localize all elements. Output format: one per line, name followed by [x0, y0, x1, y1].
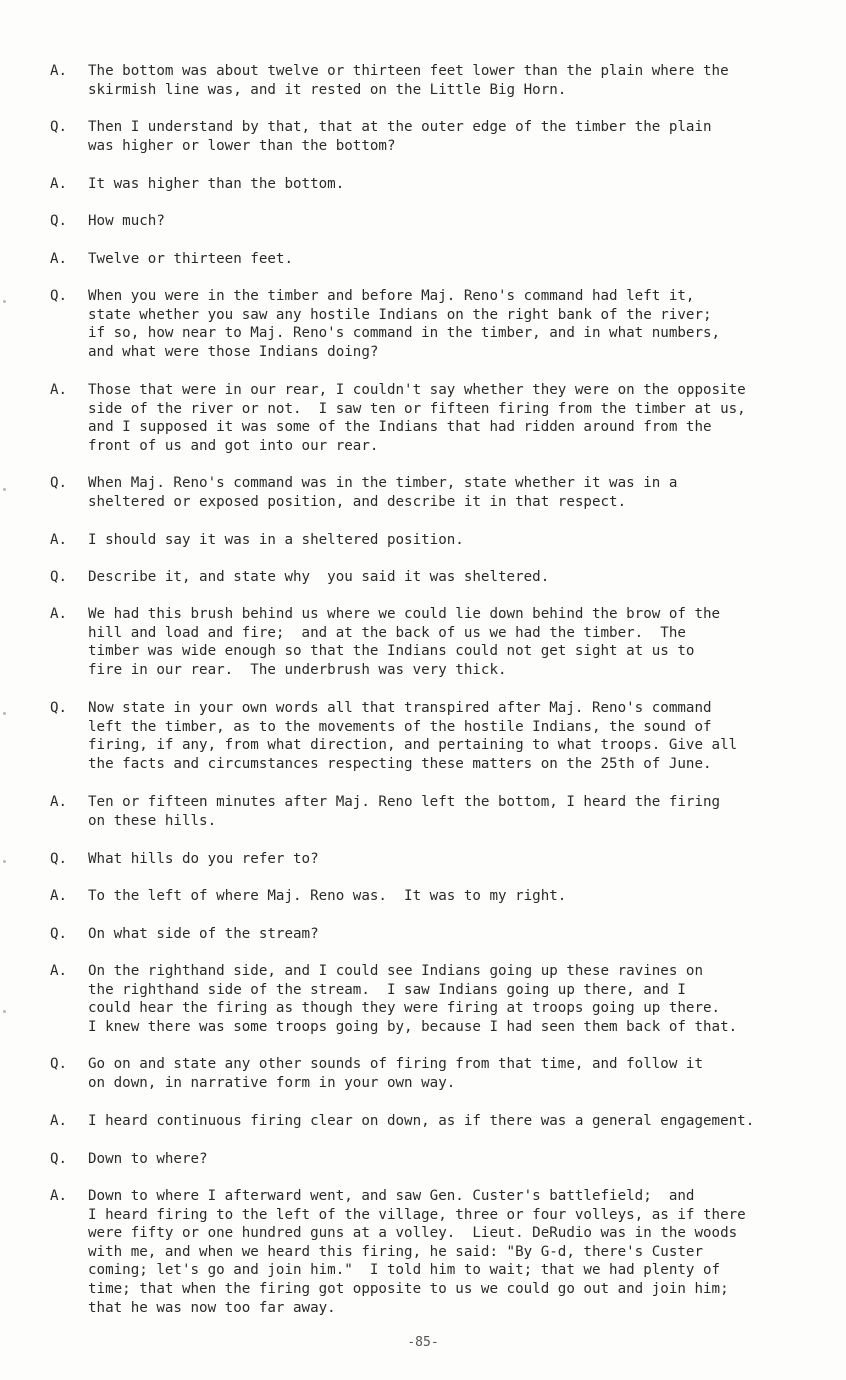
margin-speck	[3, 860, 6, 863]
entry-text	[88, 887, 818, 906]
text-line: Those that were in our rear, I couldn't say whether they were on the opposite	[88, 382, 746, 398]
margin-speck	[3, 488, 6, 491]
speaker-label: A.	[50, 382, 68, 398]
entry-text	[88, 531, 818, 550]
speaker-label: Q.	[50, 569, 68, 585]
entry-text	[88, 605, 818, 679]
text-line: fire in our rear. The underbrush was very thick.	[88, 661, 507, 678]
text-line: When Maj. Reno's command was in the timber, state whether it was in a	[88, 475, 678, 491]
speaker-label: Q.	[50, 1056, 68, 1072]
text-line: I heard firing to the left of the village, three or four volleys, as if there	[88, 1206, 746, 1223]
text-line: the facts and circumstances respecting these matters on the 25th of June.	[88, 755, 712, 772]
speaker-label: A.	[50, 1113, 68, 1129]
text-line: To the left of where Maj. Reno was. It was to my right.	[88, 888, 567, 904]
text-line: coming; let's go and join him." I told him to wait; that we had plenty of	[88, 1262, 721, 1279]
margin-speck	[3, 712, 6, 715]
text-line: front of us and got into our rear.	[88, 437, 379, 454]
speaker-label: Q.	[50, 213, 68, 229]
speaker-label: A.	[50, 251, 68, 267]
text-line: On the righthand side, and I could see Indians going up these ravines on	[88, 963, 703, 979]
text-line: sheltered or exposed position, and describe it in that respect.	[88, 493, 627, 510]
page-number: -85-	[407, 1335, 439, 1350]
text-line: When you were in the timber and before Maj. Reno's command had left it,	[88, 288, 695, 304]
text-line: hill and load and fire; and at the back of us we had the timber. The	[88, 624, 686, 641]
text-line: firing, if any, from what direction, and pertaining to what troops. Give all	[88, 737, 738, 754]
entry-text	[88, 118, 818, 155]
text-line: timber was wide enough so that the Indians could not get sight at us to	[88, 643, 695, 660]
entry-text	[88, 1187, 818, 1317]
entry-text	[88, 212, 818, 231]
text-line: could hear the firing as though they were firing at troops going up there.	[88, 1000, 721, 1017]
entry-text	[88, 287, 818, 361]
speaker-label: A.	[50, 606, 68, 622]
speaker-label: A.	[50, 888, 68, 904]
speaker-label: Q.	[50, 851, 68, 867]
margin-speck	[3, 300, 6, 303]
speaker-label: A.	[50, 794, 68, 810]
text-line: state whether you saw any hostile Indians on the right bank of the river;	[88, 306, 712, 323]
text-line: How much?	[88, 213, 165, 229]
speaker-label: A.	[50, 532, 68, 548]
text-line: and what were those Indians doing?	[88, 343, 379, 360]
text-line: Then I understand by that, that at the outer edge of the timber the plain	[88, 119, 712, 135]
entry-text	[88, 699, 818, 773]
speaker-label: Q.	[50, 475, 68, 491]
text-line: time; that when the firing got opposite to us we could go out and join him;	[88, 1280, 729, 1297]
text-line: I heard continuous firing clear on down, as if there was a general engagement.	[88, 1113, 755, 1129]
text-line: The bottom was about twelve or thirteen feet lower than the plain where the	[88, 63, 729, 79]
text-line: Down to where I afterward went, and saw Gen. Custer's battlefield; and	[88, 1188, 695, 1204]
text-line: Go on and state any other sounds of firing from that time, and follow it	[88, 1056, 703, 1072]
entry-text	[88, 568, 818, 587]
entry-text	[88, 1150, 818, 1169]
text-line: that he was now too far away.	[88, 1299, 336, 1316]
entry-text	[88, 175, 818, 194]
text-line: if so, how near to Maj. Reno's command in the timber, and in what numbers,	[88, 325, 721, 342]
entry-text	[88, 1055, 818, 1092]
speaker-label: A.	[50, 176, 68, 192]
text-line: was higher or lower than the bottom?	[88, 137, 396, 154]
speaker-label: Q.	[50, 1151, 68, 1167]
speaker-label: A.	[50, 963, 68, 979]
text-line: Describe it, and state why you said it was sheltered.	[88, 569, 550, 585]
text-line: the righthand side of the stream. I saw Indians going up there, and I	[88, 981, 686, 998]
speaker-label: Q.	[50, 700, 68, 716]
entry-text	[88, 925, 818, 944]
text-line: Now state in your own words all that transpired after Maj. Reno's command	[88, 700, 712, 716]
text-line: Ten or fifteen minutes after Maj. Reno left the bottom, I heard the firing	[88, 794, 721, 810]
text-line: left the timber, as to the movements of the hostile Indians, the sound of	[88, 718, 712, 735]
entry-text	[88, 1112, 818, 1131]
text-line: and I supposed it was some of the Indians that had ridden around from the	[88, 419, 712, 436]
text-line: on down, in narrative form in your own way.	[88, 1074, 456, 1091]
text-line: On what side of the stream?	[88, 926, 319, 942]
speaker-label: Q.	[50, 288, 68, 304]
text-line: What hills do you refer to?	[88, 851, 319, 867]
speaker-label: Q.	[50, 119, 68, 135]
margin-speck	[3, 1010, 6, 1013]
text-line: side of the river or not. I saw ten or fifteen firing from the timber at us,	[88, 400, 746, 417]
entry-text	[88, 962, 818, 1036]
text-line: It was higher than the bottom.	[88, 176, 345, 192]
speaker-label: A.	[50, 63, 68, 79]
speaker-label: A.	[50, 1188, 68, 1204]
text-line: Twelve or thirteen feet.	[88, 251, 293, 267]
text-line: with me, and when we heard this firing, he said: "By G-d, there's Custer	[88, 1243, 703, 1260]
speaker-label: Q.	[50, 926, 68, 942]
entry-text	[88, 850, 818, 869]
text-line: We had this brush behind us where we could lie down behind the brow of the	[88, 606, 721, 622]
entry-text	[88, 793, 818, 830]
text-line: Down to where?	[88, 1151, 208, 1167]
entry-text	[88, 250, 818, 269]
text-line: on these hills.	[88, 812, 217, 829]
text-line: were fifty or one hundred guns at a volley. Lieut. DeRudio was in the woods	[88, 1225, 738, 1242]
entry-text	[88, 474, 818, 511]
text-line: I knew there was some troops going by, because I had seen them back of that.	[88, 1018, 738, 1035]
entry-text	[88, 62, 818, 99]
text-line: skirmish line was, and it rested on the Little Big Horn.	[88, 81, 567, 98]
entry-text	[88, 381, 818, 455]
text-line: I should say it was in a sheltered position.	[88, 532, 464, 548]
